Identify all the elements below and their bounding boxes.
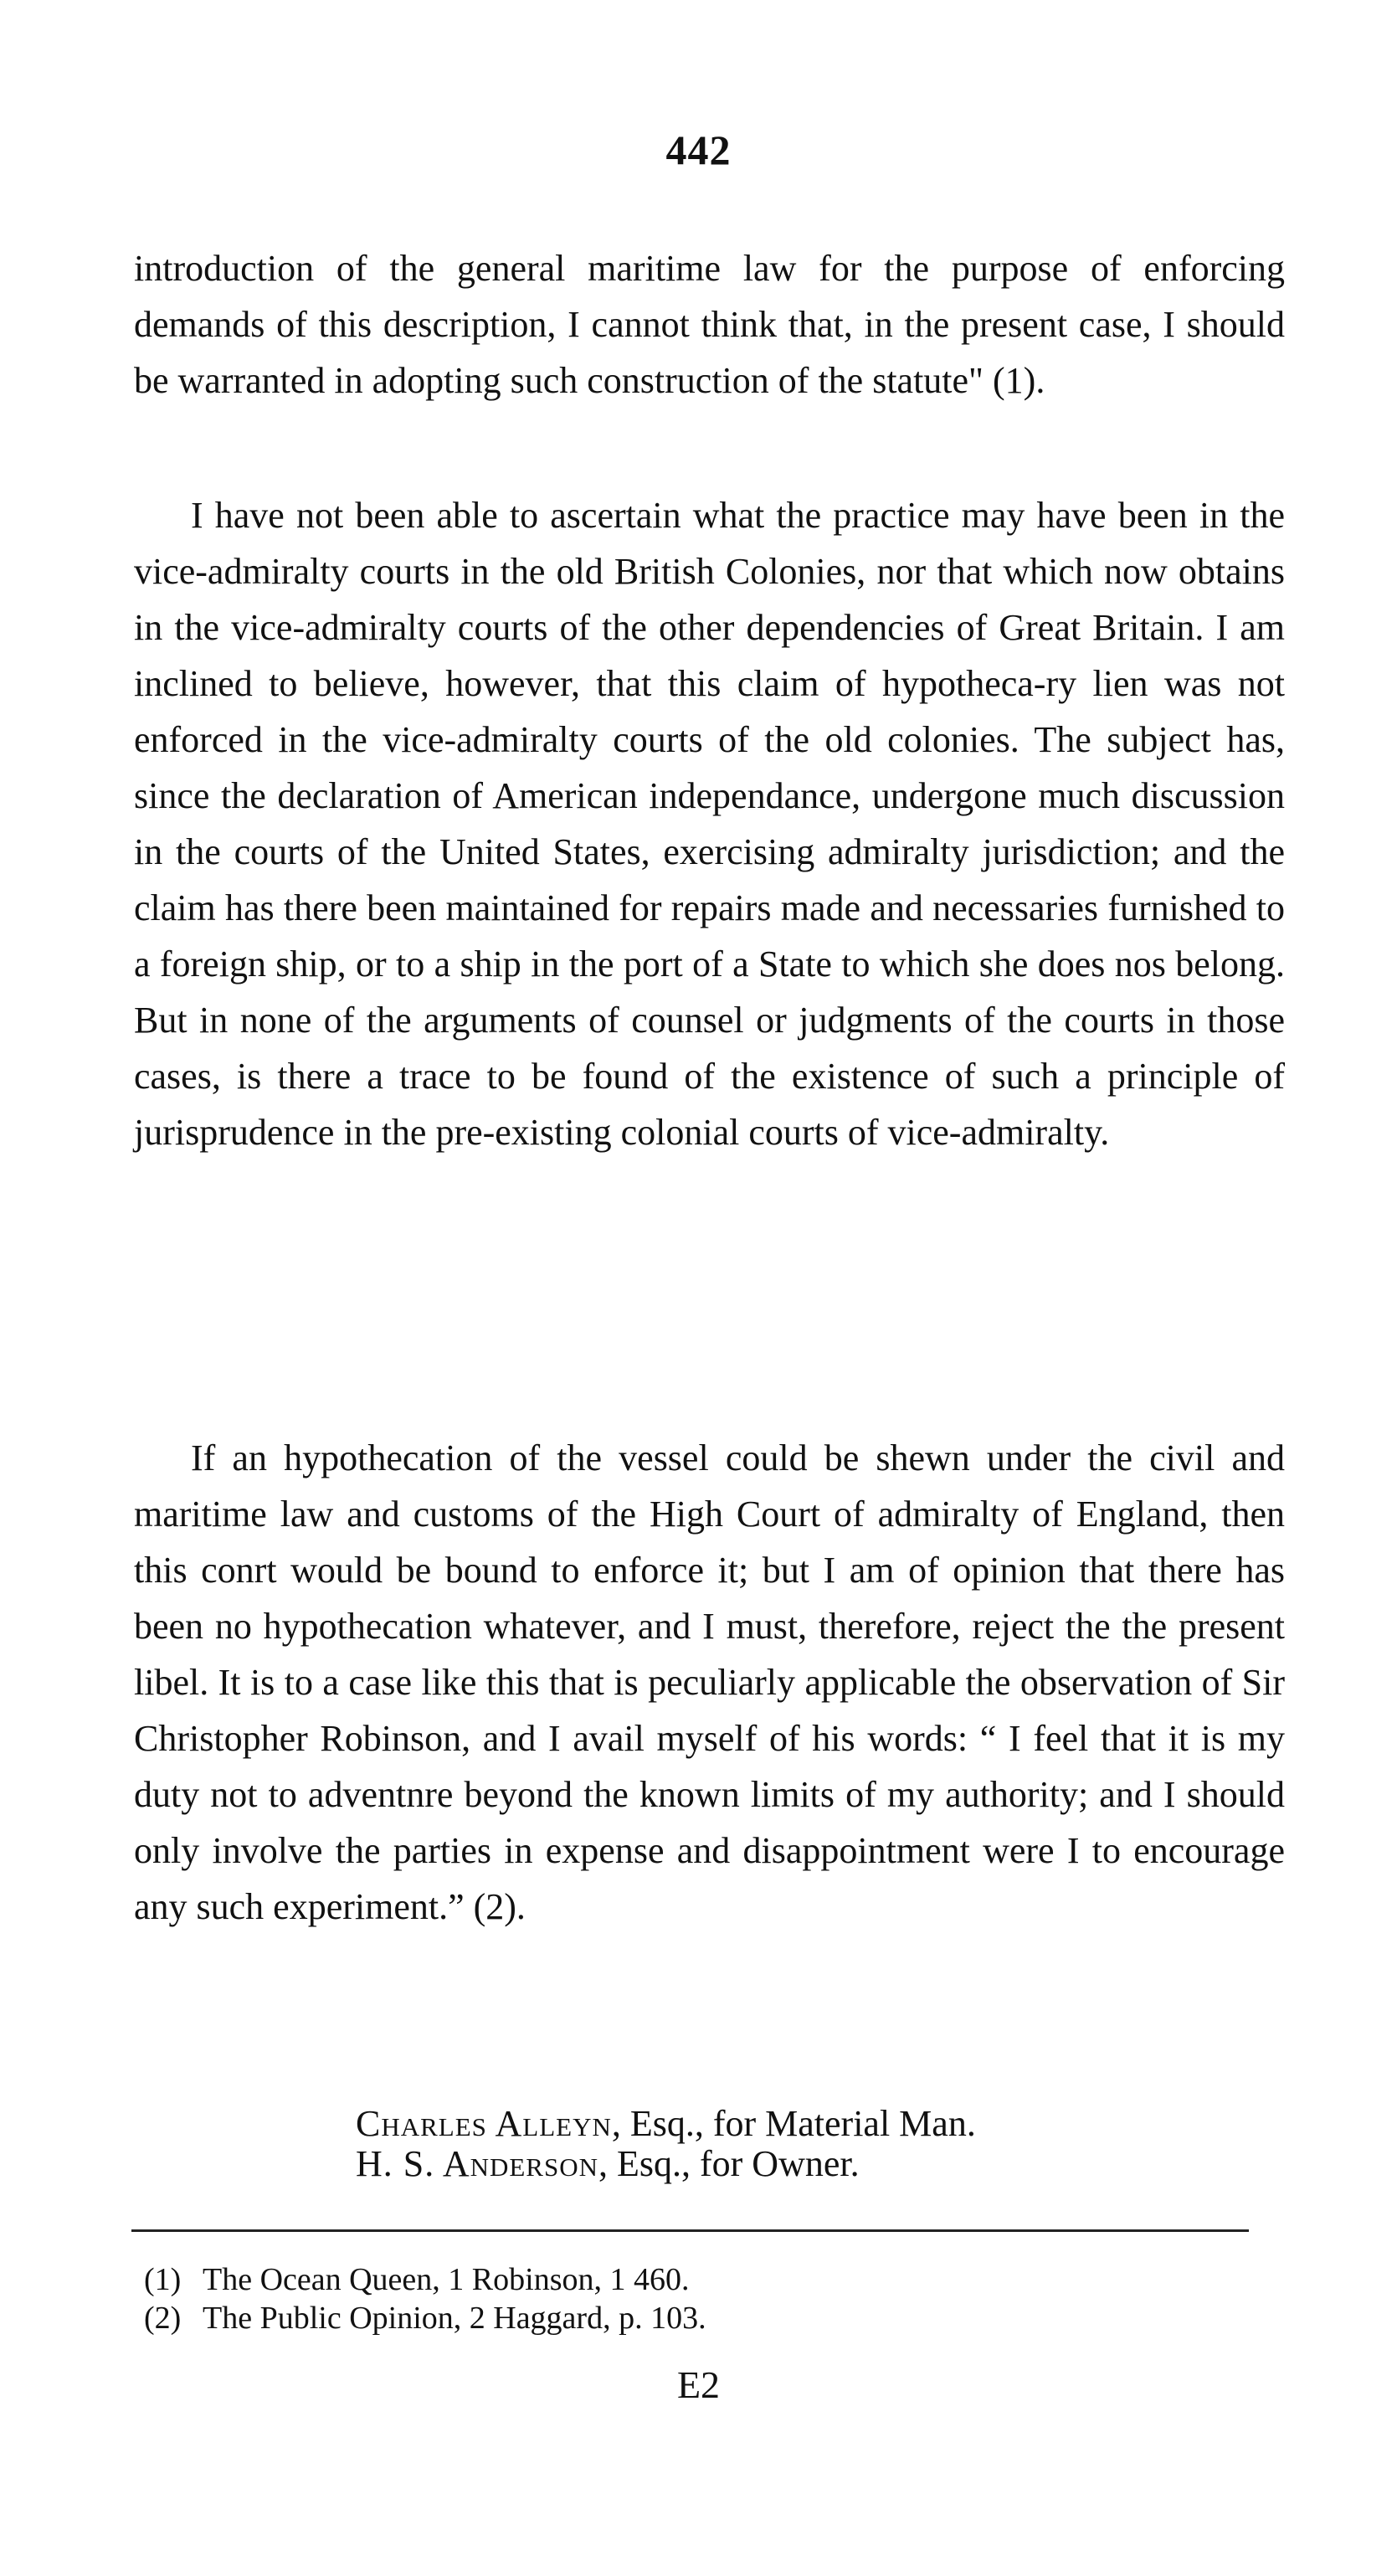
paragraph-text: If an hypothecation of the vessel could be shewn under the civil and maritime law and customs of the High Court of admiralty of England, then this conrt would be bound to enforce it; but I am of opinion that there has been no hypothecation whatever, and I must, therefore, reject the the present libel. It is to a case like this that is peculiarly applicable the observation of Sir Christopher Robinson, and I avail myself of his words: “ I feel that it is my duty not to adventnre beyond the known limits of my authority; and I should only involve the parties in expense and disappointment were I to encourage any such experiment.” (2). — [134, 1437, 1285, 1927]
footnote-mark: (2) — [144, 2301, 182, 2336]
counsel-name: Charles Alleyn — [356, 2103, 612, 2144]
counsel-list — [356, 2104, 976, 2184]
counsel-line-owner — [356, 2144, 976, 2184]
footnote-2 — [144, 2299, 706, 2337]
footnote-text: The Ocean Queen, 1 Robinson, 1 460. — [203, 2262, 690, 2297]
footnote-1 — [144, 2260, 706, 2299]
printer-signature-mark: E2 — [676, 2363, 721, 2406]
footnotes — [144, 2260, 706, 2337]
counsel-name: H. S. Anderson — [356, 2143, 598, 2184]
footnote-mark: (1) — [144, 2262, 182, 2297]
paragraph-practice-vice-admiralty — [134, 487, 1285, 1160]
paragraph-text: I have not been able to ascertain what the practice may have been in the vice-admiralty courts in the old British Colonies, nor that which now obtains in the vice-admiralty courts of the other dependencies of Great Britain. I am inclined to believe, however, that this claim of hypotheca-ry lien was not enforced in the vice-admiralty courts of the old colonies. The subject has, since the declaration of American independance, undergone much discussion in the courts of the United States, exercising admiralty jurisdiction; and the claim has there been maintained for repairs made and necessaries furnished to a foreign ship, or to a ship in the port of a State to which she does nos belong. But in none of the arguments of counsel or judgments of the courts in those cases, is there a trace to be found of the existence of such a principle of jurisprudence in the pre-existing colonial courts of vice-admiralty. — [134, 495, 1285, 1153]
paragraph-text: introduction of the general maritime law for the purpose of enforcing demands of this description, I cannot think that, in the present case, I should be warranted in adopting such construction of the statute" (1). — [134, 248, 1285, 401]
paragraph-hypothecation-ruling — [134, 1430, 1285, 1935]
counsel-role: , Esq., for Owner. — [598, 2143, 860, 2184]
counsel-role: , Esq., for Material Man. — [611, 2103, 976, 2144]
paragraph-continuation — [134, 240, 1285, 409]
footnote-text: The Public Opinion, 2 Haggard, p. 103. — [203, 2301, 706, 2336]
counsel-line-material-man — [356, 2104, 976, 2144]
page-number: 442 — [665, 126, 732, 173]
footnote-divider — [131, 2229, 1249, 2232]
